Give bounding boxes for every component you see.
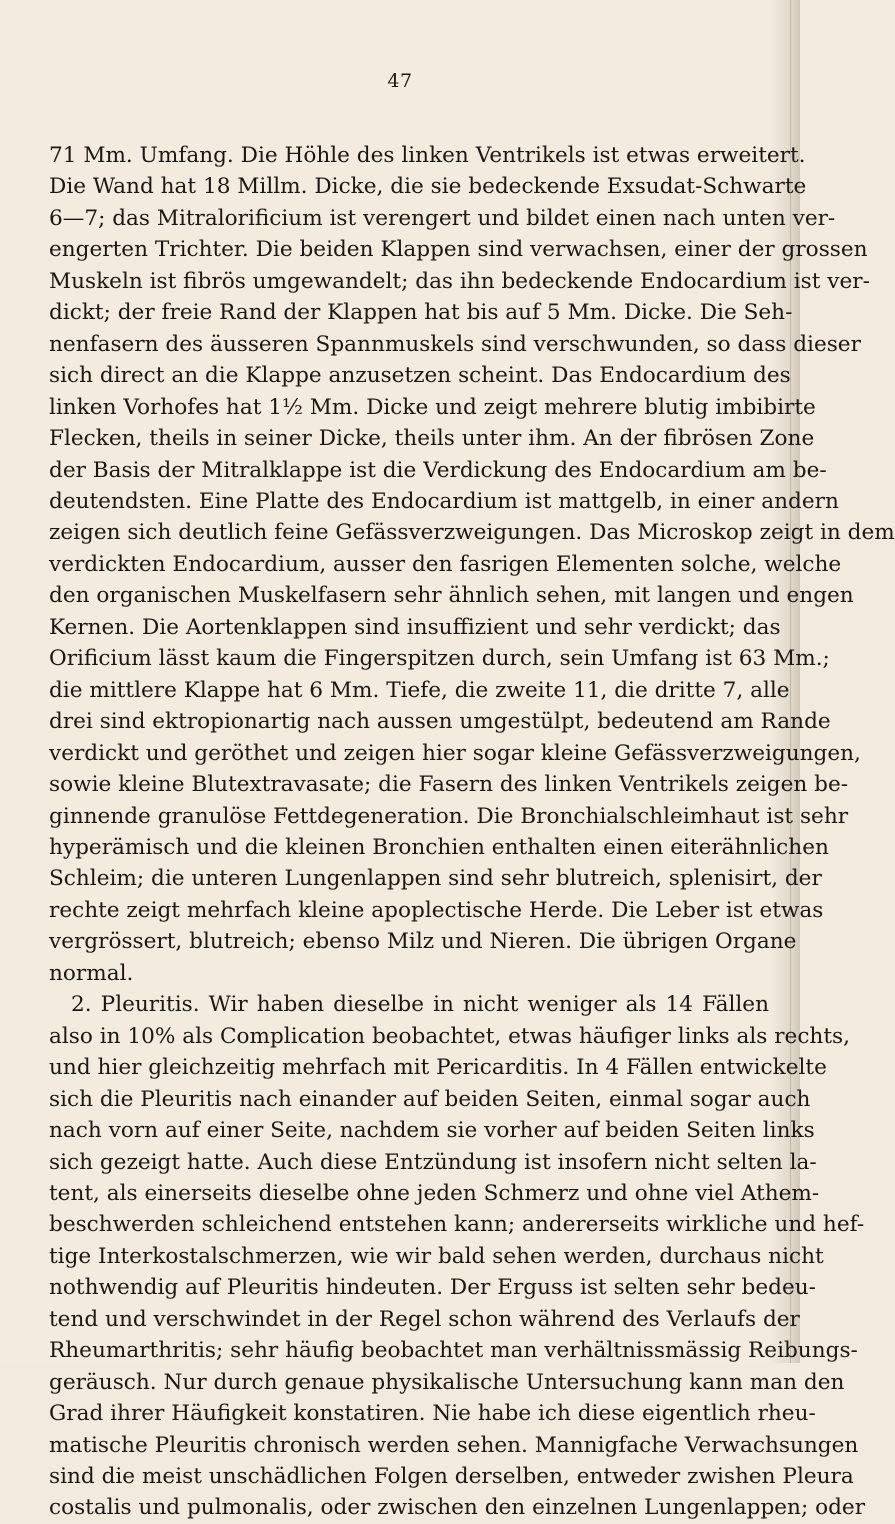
text-line: also in 10% als Complication beobachtet, etwas häufiger links als rechts, bbox=[49, 1023, 850, 1049]
text-line: den organischen Muskelfasern sehr ähnlich sehen, mit langen und engen bbox=[49, 583, 854, 609]
text-line: 71 Mm. Umfang. Die Höhle des linken Ventrikels ist etwas erweitert. bbox=[49, 143, 806, 168]
text-line: die mittlere Klappe hat 6 Mm. Tiefe, die zweite 11, die dritte 7, alle bbox=[49, 677, 790, 703]
text-line: der Basis der Mitralklappe ist die Verdickung des Endocardium am be- bbox=[49, 457, 827, 483]
text-line: Kernen. Die Aortenklappen sind insuffizient und sehr verdickt; das bbox=[49, 614, 781, 640]
page-number: 47 bbox=[387, 70, 413, 92]
text-line: Die Wand hat 18 Millm. Dicke, die sie bedeckende Exsudat-Schwarte bbox=[49, 174, 807, 200]
text-line: drei sind ektropionartig nach aussen umgestülpt, bedeutend am Rande bbox=[49, 709, 831, 735]
text-line: verdickten Endocardium, ausser den fasrigen Elementen solche, welche bbox=[49, 551, 842, 577]
text-line: sich gezeigt hatte. Auch diese Entzündung ist insofern nicht selten la- bbox=[49, 1149, 817, 1175]
text-line: Rheumarthritis; sehr häufig beobachtet man verhältnissmässig Reibungs- bbox=[49, 1338, 858, 1364]
text-line: 2. Pleuritis. Wir haben dieselbe in nicht weniger als 14 Fällen bbox=[71, 992, 769, 1018]
text-line: sich die Pleuritis nach einander auf beiden Seiten, einmal sogar auch bbox=[49, 1086, 811, 1112]
text-line: geräusch. Nur durch genaue physikalische Untersuchung kann man den bbox=[49, 1369, 845, 1395]
text-line: tend und verschwindet in der Regel schon während des Verlaufs der bbox=[49, 1306, 800, 1332]
text-line: matische Pleuritis chronisch werden sehen. Mannigfache Verwachsungen bbox=[49, 1432, 859, 1458]
text-line: Flecken, theils in seiner Dicke, theils unter ihm. An der fibrösen Zone bbox=[49, 426, 815, 452]
text-line: tent, als einerseits dieselbe ohne jeden Schmerz und ohne viel Athem- bbox=[49, 1180, 820, 1206]
text-line: sowie kleine Blutextravasate; die Fasern des linken Ventrikels zeigen be- bbox=[49, 772, 849, 798]
text-line: 6—7; das Mitralorificium ist verengert und bildet einen nach unten ver- bbox=[49, 205, 836, 231]
text-line: Schleim; die unteren Lungenlappen sind sehr blutreich, splenisirt, der bbox=[49, 866, 822, 892]
text-line: normal. bbox=[49, 960, 134, 986]
text-line: engerten Trichter. Die beiden Klappen sind verwachsen, einer der grossen bbox=[49, 237, 868, 263]
text-line: ginnende granulöse Fettdegeneration. Die Bronchialschleimhaut ist sehr bbox=[49, 803, 849, 829]
text-line: Orificium lässt kaum die Fingerspitzen durch, sein Umfang ist 63 Mm.; bbox=[49, 646, 830, 672]
text-line: nenfasern des äusseren Spannmuskels sind verschwunden, so dass dieser bbox=[49, 331, 861, 357]
text-line: nach vorn auf einer Seite, nachdem sie vorher auf beiden Seiten links bbox=[49, 1118, 815, 1144]
text-line: nothwendig auf Pleuritis hindeuten. Der Erguss ist selten sehr bedeu- bbox=[49, 1275, 816, 1301]
text-line: vergrössert, blutreich; ebenso Milz und Nieren. Die übrigen Organe bbox=[49, 929, 797, 955]
text-line: Grad ihrer Häufigkeit konstatiren. Nie habe ich diese eigentlich rheu- bbox=[49, 1401, 816, 1427]
text-line: verdickt und geröthet und zeigen hier sogar kleine Gefässverzweigungen, bbox=[49, 740, 861, 766]
text-line: und hier gleichzeitig mehrfach mit Pericarditis. In 4 Fällen entwickelte bbox=[49, 1055, 827, 1081]
text-line: hyperämisch und die kleinen Bronchien enthalten einen eiterähnlichen bbox=[49, 834, 829, 860]
text-line: deutendsten. Eine Platte des Endocardium ist mattgelb, in einer andern bbox=[49, 488, 839, 514]
text-line: zeigen sich deutlich feine Gefässverzweigungen. Das Microskop zeigt in dem bbox=[49, 520, 895, 546]
text-line: rechte zeigt mehrfach kleine apoplectische Herde. Die Leber ist etwas bbox=[49, 897, 824, 923]
text-line: dickt; der freie Rand der Klappen hat bis auf 5 Mm. Dicke. Die Seh- bbox=[49, 300, 793, 326]
text-line: linken Vorhofes hat 1½ Mm. Dicke und zeigt mehrere blutig imbibirte bbox=[49, 394, 816, 420]
text-line: tige Interkostalschmerzen, wie wir bald sehen werden, durchaus nicht bbox=[49, 1243, 824, 1269]
text-line: beschwerden schleichend entstehen kann; andererseits wirkliche und hef- bbox=[49, 1212, 865, 1238]
text-line: sind die meist unschädlichen Folgen derselben, entweder zwishen Pleura bbox=[49, 1464, 854, 1490]
body-text bbox=[49, 140, 895, 1524]
text-line: sich direct an die Klappe anzusetzen scheint. Das Endocardium des bbox=[49, 363, 791, 389]
text-line: costalis und pulmonalis, oder zwischen den einzelnen Lungenlappen; oder bbox=[49, 1495, 866, 1521]
text-line: Muskeln ist fibrös umgewandelt; das ihn bedeckende Endocardium ist ver- bbox=[49, 268, 870, 294]
